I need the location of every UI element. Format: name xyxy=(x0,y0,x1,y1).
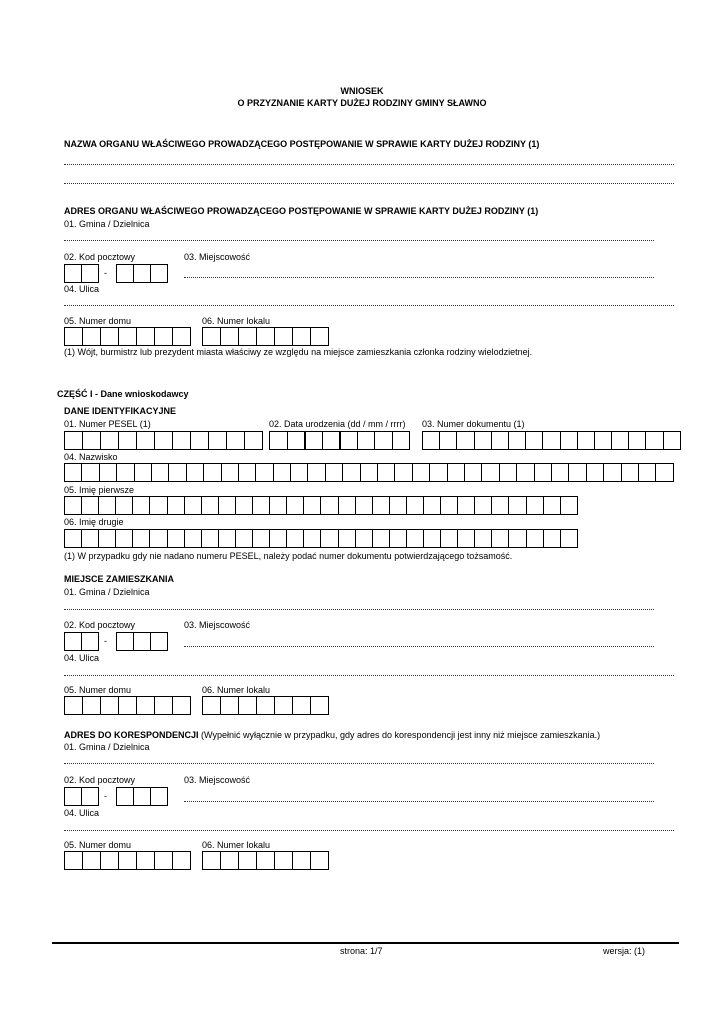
form-subtitle: O PRZYZNANIE KARTY DUŻEJ RODZINY GMINY SŁAWNO xyxy=(237,98,487,108)
organ-gmina-field[interactable] xyxy=(64,240,654,241)
char-box[interactable] xyxy=(491,529,509,548)
char-box[interactable] xyxy=(115,496,133,515)
char-box[interactable] xyxy=(456,431,474,450)
char-box[interactable] xyxy=(429,463,447,482)
char-box[interactable] xyxy=(64,463,82,482)
char-box[interactable] xyxy=(292,696,311,715)
char-box[interactable] xyxy=(560,431,578,450)
part1-footnote: (1) W przypadku gdy nie nadano numeru PESEL, należy podać numer dokumentu potwierdzającego tożsamość. xyxy=(64,551,513,561)
char-box[interactable] xyxy=(594,431,612,450)
char-box[interactable] xyxy=(474,529,492,548)
char-box[interactable] xyxy=(154,696,173,715)
char-box[interactable] xyxy=(64,529,82,548)
organ-kod-part1[interactable] xyxy=(64,264,98,283)
char-box[interactable] xyxy=(133,787,151,806)
organ-gmina-label: 01. Gmina / Dzielnica xyxy=(64,219,150,229)
residence-kod-part1[interactable] xyxy=(64,632,98,651)
char-box[interactable] xyxy=(238,696,257,715)
char-box[interactable] xyxy=(406,496,424,515)
residence-kod-dash: - xyxy=(104,636,107,646)
char-box[interactable] xyxy=(338,496,356,515)
char-box[interactable] xyxy=(132,496,150,515)
char-box[interactable] xyxy=(235,496,253,515)
char-box[interactable] xyxy=(628,431,646,450)
char-box[interactable] xyxy=(392,431,411,450)
char-box[interactable] xyxy=(154,327,173,346)
page-number: strona: 1/7 xyxy=(340,946,383,956)
char-box[interactable] xyxy=(342,463,360,482)
char-box[interactable] xyxy=(577,431,595,450)
char-box[interactable] xyxy=(64,327,83,346)
char-box[interactable] xyxy=(190,431,209,450)
pesel-label: 01. Numer PESEL (1) xyxy=(64,419,151,429)
char-box[interactable] xyxy=(474,496,492,515)
char-box[interactable] xyxy=(491,496,509,515)
char-box[interactable] xyxy=(81,264,99,283)
char-box[interactable] xyxy=(655,463,673,482)
residence-kod-label: 02. Kod pocztowy xyxy=(64,620,136,630)
char-box[interactable] xyxy=(64,496,82,515)
char-box[interactable] xyxy=(372,496,390,515)
imie1-label: 05. Imię pierwsze xyxy=(64,485,135,495)
char-box[interactable] xyxy=(526,496,544,515)
char-box[interactable] xyxy=(542,431,560,450)
char-box[interactable] xyxy=(355,529,373,548)
correspondence-miejscowosc-field[interactable] xyxy=(184,801,654,802)
char-box[interactable] xyxy=(201,496,219,515)
char-box[interactable] xyxy=(244,431,263,450)
char-box[interactable] xyxy=(238,327,257,346)
char-box[interactable] xyxy=(252,529,270,548)
correspondence-kod-label: 02. Kod pocztowy xyxy=(64,775,136,785)
birth-date-field[interactable] xyxy=(269,431,409,450)
organ-name-line-1[interactable] xyxy=(64,164,674,165)
char-box[interactable] xyxy=(543,496,561,515)
char-box[interactable] xyxy=(603,463,621,482)
correspondence-gmina-label: 01. Gmina / Dzielnica xyxy=(64,742,150,752)
organ-name-heading: NAZWA ORGANU WŁAŚCIWEGO PROWADZĄCEGO POSTĘPOWANIE W SPRAWIE KARTY DUŻEJ RODZINY (1) xyxy=(64,139,540,149)
organ-footnote: (1) Wójt, burmistrz lub prezydent miasta właściwy ze względu na miejsce zamieszkania członka rodziny wielodzietnej. xyxy=(64,347,533,357)
residence-nr-domu-field[interactable] xyxy=(64,696,190,715)
char-box[interactable] xyxy=(273,463,291,482)
char-box[interactable] xyxy=(256,851,275,870)
correspondence-heading-row xyxy=(64,730,600,740)
char-box[interactable] xyxy=(81,632,99,651)
char-box[interactable] xyxy=(374,431,393,450)
char-box[interactable] xyxy=(621,463,639,482)
char-box[interactable] xyxy=(226,431,245,450)
char-box[interactable] xyxy=(481,463,499,482)
char-box[interactable] xyxy=(99,463,117,482)
char-box[interactable] xyxy=(220,851,239,870)
char-box[interactable] xyxy=(167,496,185,515)
char-box[interactable] xyxy=(202,327,221,346)
char-box[interactable] xyxy=(516,463,534,482)
char-box[interactable] xyxy=(208,431,227,450)
char-box[interactable] xyxy=(586,463,604,482)
residence-ulica-label: 04. Ulica xyxy=(64,653,100,663)
char-box[interactable] xyxy=(394,463,412,482)
char-box[interactable] xyxy=(151,463,169,482)
organ-ulica-field[interactable] xyxy=(64,305,674,306)
char-box[interactable] xyxy=(100,327,119,346)
correspondence-note: (Wypełnić wyłącznie w przypadku, gdy adres do korespondencji jest inny niż miejsce zamieszkania.) xyxy=(201,730,601,740)
organ-nr-lokalu-field[interactable] xyxy=(202,327,328,346)
organ-miejscowosc-label: 03. Miejscowość xyxy=(184,252,251,262)
char-box[interactable] xyxy=(377,463,395,482)
residence-gmina-label: 01. Gmina / Dzielnica xyxy=(64,587,150,597)
char-box[interactable] xyxy=(638,463,656,482)
correspondence-nr-lokalu-label: 06. Numer lokalu xyxy=(202,840,271,850)
char-box[interactable] xyxy=(167,529,185,548)
char-box[interactable] xyxy=(133,264,151,283)
char-box[interactable] xyxy=(81,529,99,548)
char-box[interactable] xyxy=(423,529,441,548)
char-box[interactable] xyxy=(172,696,191,715)
char-box[interactable] xyxy=(568,463,586,482)
char-box[interactable] xyxy=(320,496,338,515)
residence-nr-lokalu-label: 06. Numer lokalu xyxy=(202,685,271,695)
correspondence-ulica-field[interactable] xyxy=(64,830,674,831)
char-box[interactable] xyxy=(64,851,83,870)
imie2-label: 06. Imię drugie xyxy=(64,517,124,527)
organ-kod-label: 02. Kod pocztowy xyxy=(64,252,136,262)
char-box[interactable] xyxy=(360,463,378,482)
part1-heading: CZĘŚĆ I - Dane wnioskodawcy xyxy=(57,389,189,399)
char-box[interactable] xyxy=(168,463,186,482)
char-box[interactable] xyxy=(290,463,308,482)
char-box[interactable] xyxy=(474,431,492,450)
char-box[interactable] xyxy=(310,696,329,715)
char-box[interactable] xyxy=(286,529,304,548)
residence-nr-domu-label: 05. Numer domu xyxy=(64,685,132,695)
char-box[interactable] xyxy=(82,327,101,346)
residence-ulica-field[interactable] xyxy=(64,675,674,676)
organ-nr-domu-label: 05. Numer domu xyxy=(64,316,132,326)
residence-kod-part2[interactable] xyxy=(116,632,167,651)
char-box[interactable] xyxy=(133,632,151,651)
char-box[interactable] xyxy=(220,696,239,715)
char-box[interactable] xyxy=(136,327,155,346)
char-box[interactable] xyxy=(355,496,373,515)
char-box[interactable] xyxy=(560,496,578,515)
char-box[interactable] xyxy=(508,431,526,450)
char-box[interactable] xyxy=(150,632,168,651)
char-box[interactable] xyxy=(526,529,544,548)
organ-kod-part2[interactable] xyxy=(116,264,167,283)
correspondence-ulica-label: 04. Ulica xyxy=(64,808,100,818)
char-box[interactable] xyxy=(218,529,236,548)
pesel-field[interactable] xyxy=(64,431,262,450)
char-box[interactable] xyxy=(287,431,306,450)
residence-miejscowosc-label: 03. Miejscowość xyxy=(184,620,251,630)
organ-miejscowosc-field[interactable] xyxy=(184,277,654,278)
char-box[interactable] xyxy=(338,529,356,548)
char-box[interactable] xyxy=(440,496,458,515)
char-box[interactable] xyxy=(136,696,155,715)
char-box[interactable] xyxy=(202,851,221,870)
char-box[interactable] xyxy=(339,431,358,450)
char-box[interactable] xyxy=(269,529,287,548)
char-box[interactable] xyxy=(440,529,458,548)
char-box[interactable] xyxy=(82,431,101,450)
char-box[interactable] xyxy=(81,787,99,806)
char-box[interactable] xyxy=(98,529,116,548)
correspondence-kod-dash: - xyxy=(104,791,107,801)
char-box[interactable] xyxy=(560,529,578,548)
char-box[interactable] xyxy=(132,529,150,548)
char-box[interactable] xyxy=(499,463,517,482)
char-box[interactable] xyxy=(286,496,304,515)
birth-date-label: 02. Data urodzenia (dd / mm / rrrr) xyxy=(269,419,406,429)
char-box[interactable] xyxy=(320,529,338,548)
char-box[interactable] xyxy=(64,696,83,715)
char-box[interactable] xyxy=(149,496,167,515)
char-box[interactable] xyxy=(115,529,133,548)
char-box[interactable] xyxy=(202,696,221,715)
organ-address-heading: ADRES ORGANU WŁAŚCIWEGO PROWADZĄCEGO POSTĘPOWANIE W SPRAWIE KARTY DUŻEJ RODZINY (1) xyxy=(64,206,539,216)
char-box[interactable] xyxy=(64,787,82,806)
char-box[interactable] xyxy=(422,431,440,450)
char-box[interactable] xyxy=(274,851,293,870)
char-box[interactable] xyxy=(322,431,341,450)
char-box[interactable] xyxy=(82,696,101,715)
char-box[interactable] xyxy=(218,496,236,515)
form-title: WNIOSEK xyxy=(340,86,384,96)
char-box[interactable] xyxy=(255,463,273,482)
char-box[interactable] xyxy=(221,463,239,482)
char-box[interactable] xyxy=(269,496,287,515)
correspondence-nr-domu-field[interactable] xyxy=(64,851,190,870)
organ-nr-lokalu-label: 06. Numer lokalu xyxy=(202,316,271,326)
char-box[interactable] xyxy=(136,851,155,870)
correspondence-gmina-field[interactable] xyxy=(64,763,654,764)
char-box[interactable] xyxy=(184,529,202,548)
char-box[interactable] xyxy=(274,327,293,346)
char-box[interactable] xyxy=(389,529,407,548)
residence-heading: MIEJSCE ZAMIESZKANIA xyxy=(64,574,175,584)
char-box[interactable] xyxy=(100,696,119,715)
char-box[interactable] xyxy=(508,496,526,515)
char-box[interactable] xyxy=(423,496,441,515)
char-box[interactable] xyxy=(100,851,119,870)
char-box[interactable] xyxy=(464,463,482,482)
char-box[interactable] xyxy=(220,327,239,346)
char-box[interactable] xyxy=(100,431,119,450)
char-box[interactable] xyxy=(118,696,137,715)
char-box[interactable] xyxy=(252,496,270,515)
organ-kod-dash: - xyxy=(104,268,107,278)
residence-miejscowosc-field[interactable] xyxy=(184,646,654,647)
imie2-field[interactable] xyxy=(64,529,577,548)
char-box[interactable] xyxy=(457,529,475,548)
char-box[interactable] xyxy=(149,529,167,548)
ident-heading: DANE IDENTYFIKACYJNE xyxy=(64,406,177,416)
footer-rule xyxy=(52,942,679,944)
char-box[interactable] xyxy=(491,431,509,450)
char-box[interactable] xyxy=(238,463,256,482)
char-box[interactable] xyxy=(645,431,663,450)
char-box[interactable] xyxy=(136,431,155,450)
char-box[interactable] xyxy=(172,327,191,346)
char-box[interactable] xyxy=(611,431,629,450)
char-box[interactable] xyxy=(134,463,152,482)
char-box[interactable] xyxy=(186,463,204,482)
char-box[interactable] xyxy=(172,851,191,870)
char-box[interactable] xyxy=(64,431,83,450)
char-box[interactable] xyxy=(118,431,137,450)
char-box[interactable] xyxy=(304,431,323,450)
char-box[interactable] xyxy=(663,431,681,450)
char-box[interactable] xyxy=(307,463,325,482)
char-box[interactable] xyxy=(274,696,293,715)
char-box[interactable] xyxy=(118,327,137,346)
char-box[interactable] xyxy=(235,529,253,548)
char-box[interactable] xyxy=(116,264,134,283)
char-box[interactable] xyxy=(310,851,329,870)
document-number-label: 03. Numer dokumentu (1) xyxy=(422,419,525,429)
char-box[interactable] xyxy=(82,851,101,870)
correspondence-heading: ADRES DO KORESPONDENCJI xyxy=(64,730,199,740)
char-box[interactable] xyxy=(412,463,430,482)
char-box[interactable] xyxy=(508,529,526,548)
char-box[interactable] xyxy=(292,851,311,870)
char-box[interactable] xyxy=(238,851,257,870)
char-box[interactable] xyxy=(372,529,390,548)
char-box[interactable] xyxy=(81,496,99,515)
char-box[interactable] xyxy=(184,496,202,515)
correspondence-kod-part2[interactable] xyxy=(116,787,167,806)
residence-nr-lokalu-field[interactable] xyxy=(202,696,328,715)
correspondence-nr-domu-label: 05. Numer domu xyxy=(64,840,132,850)
char-box[interactable] xyxy=(325,463,343,482)
organ-ulica-label: 04. Ulica xyxy=(64,284,100,294)
char-box[interactable] xyxy=(201,529,219,548)
char-box[interactable] xyxy=(457,496,475,515)
char-box[interactable] xyxy=(303,529,321,548)
char-box[interactable] xyxy=(389,496,407,515)
char-box[interactable] xyxy=(269,431,288,450)
char-box[interactable] xyxy=(150,787,168,806)
char-box[interactable] xyxy=(150,264,168,283)
char-box[interactable] xyxy=(534,463,552,482)
char-box[interactable] xyxy=(116,787,134,806)
char-box[interactable] xyxy=(203,463,221,482)
correspondence-nr-lokalu-field[interactable] xyxy=(202,851,328,870)
char-box[interactable] xyxy=(154,431,173,450)
char-box[interactable] xyxy=(292,327,311,346)
char-box[interactable] xyxy=(447,463,465,482)
char-box[interactable] xyxy=(310,327,329,346)
char-box[interactable] xyxy=(551,463,569,482)
residence-gmina-field[interactable] xyxy=(64,609,654,610)
organ-name-line-2[interactable] xyxy=(64,183,674,184)
char-box[interactable] xyxy=(154,851,173,870)
char-box[interactable] xyxy=(118,851,137,870)
form-version: wersja: (1) xyxy=(603,946,646,956)
organ-nr-domu-field[interactable] xyxy=(64,327,190,346)
char-box[interactable] xyxy=(64,264,82,283)
char-box[interactable] xyxy=(525,431,543,450)
nazwisko-field[interactable] xyxy=(64,463,673,482)
nazwisko-label: 04. Nazwisko xyxy=(64,452,118,462)
char-box[interactable] xyxy=(357,431,376,450)
char-box[interactable] xyxy=(98,496,116,515)
document-number-field[interactable] xyxy=(422,431,680,450)
correspondence-miejscowosc-label: 03. Miejscowość xyxy=(184,775,251,785)
char-box[interactable] xyxy=(406,529,424,548)
char-box[interactable] xyxy=(256,327,275,346)
char-box[interactable] xyxy=(543,529,561,548)
correspondence-kod-part1[interactable] xyxy=(64,787,98,806)
char-box[interactable] xyxy=(439,431,457,450)
char-box[interactable] xyxy=(256,696,275,715)
char-box[interactable] xyxy=(64,632,82,651)
char-box[interactable] xyxy=(81,463,99,482)
imie1-field[interactable] xyxy=(64,496,577,515)
char-box[interactable] xyxy=(116,632,134,651)
char-box[interactable] xyxy=(172,431,191,450)
char-box[interactable] xyxy=(116,463,134,482)
char-box[interactable] xyxy=(303,496,321,515)
